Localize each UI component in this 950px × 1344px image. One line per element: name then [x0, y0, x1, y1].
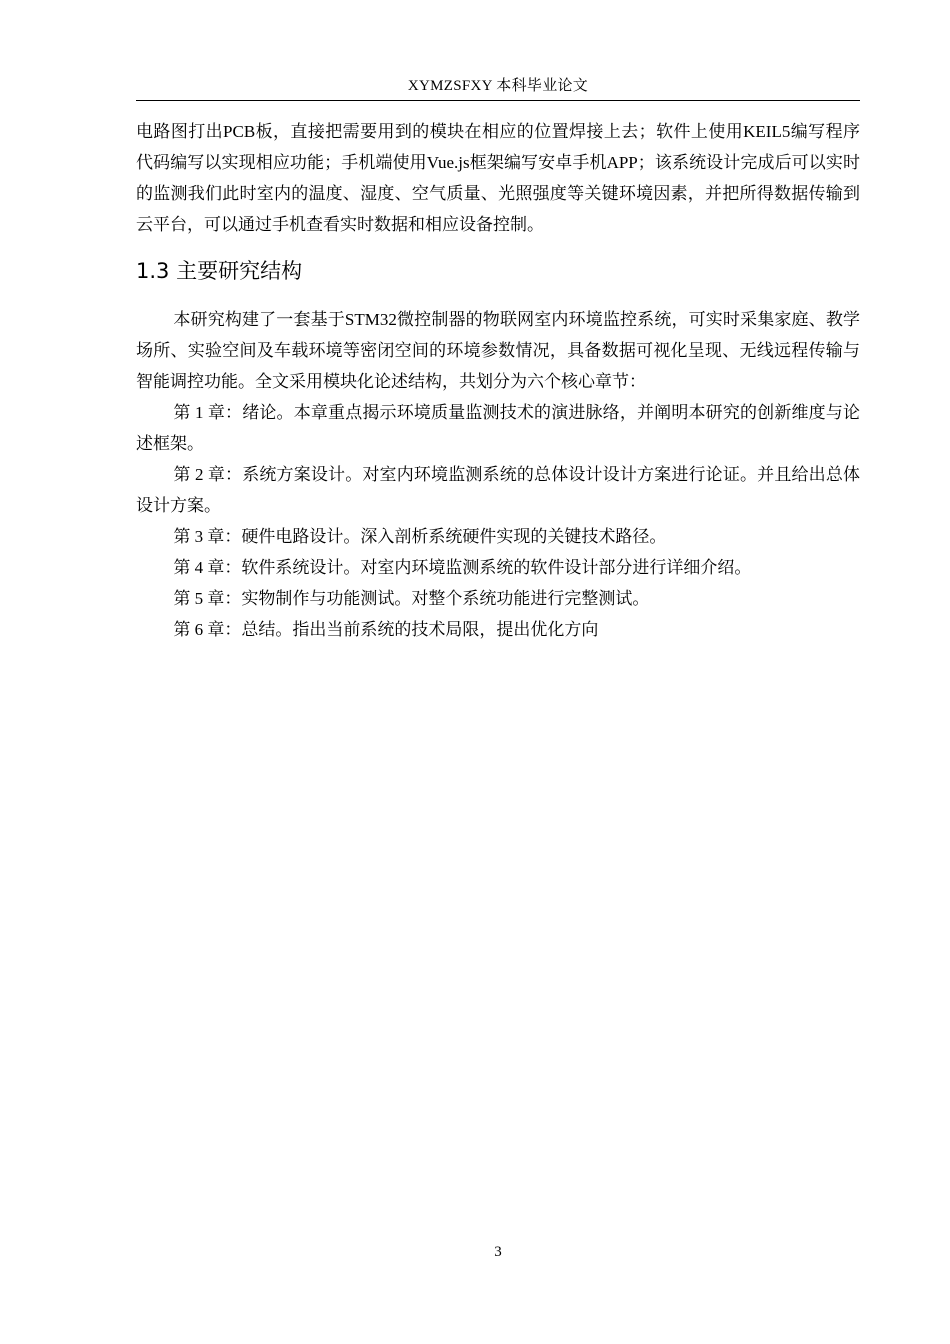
- chapter-item-6: 第 6 章：总结。指出当前系统的技术局限，提出优化方向: [173, 620, 599, 639]
- document-body: [136, 116, 860, 645]
- header-rule: [136, 100, 860, 101]
- chapter-item-2: 第 2 章：系统方案设计。对室内环境监测系统的总体设计设计方案进行论证。并且给出总体设计方案。: [136, 465, 860, 515]
- page-number: 3: [494, 1244, 502, 1260]
- chapter-item-1: 第 1 章：绪论。本章重点揭示环境质量监测技术的演进脉络，并阐明本研究的创新维度与论述框架。: [136, 403, 860, 453]
- running-header: XYMZSFXY 本科毕业论文: [407, 78, 589, 94]
- section-heading: 1.3 主要研究结构: [136, 259, 303, 283]
- intro-paragraph: 电路图打出PCB板，直接把需要用到的模块在相应的位置焊接上去；软件上使用KEIL5编写程序代码编写以实现相应功能；手机端使用Vue.js框架编写安卓手机APP；该系统设计完成后可以实时的监测我们此时室内的温度、湿度、空气质量、光照强度等关键环境因素，并把所得数据传输到云平台，可以通过手机查看实时数据和相应设备控制。: [136, 122, 860, 234]
- chapter-list: [136, 397, 860, 645]
- chapter-item-4: 第 4 章：软件系统设计。对室内环境监测系统的软件设计部分进行详细介绍。: [173, 558, 752, 577]
- section-paragraph: 本研究构建了一套基于STM32微控制器的物联网室内环境监控系统，可实时采集家庭、教学场所、实验空间及车载环境等密闭空间的环境参数情况，具备数据可视化呈现、无线远程传输与智能调控功能。全文采用模块化论述结构，共划分为六个核心章节：: [136, 310, 860, 391]
- chapter-item-5: 第 5 章：实物制作与功能测试。对整个系统功能进行完整测试。: [173, 589, 650, 608]
- chapter-item-3: 第 3 章：硬件电路设计。深入剖析系统硬件实现的关键技术路径。: [173, 527, 667, 546]
